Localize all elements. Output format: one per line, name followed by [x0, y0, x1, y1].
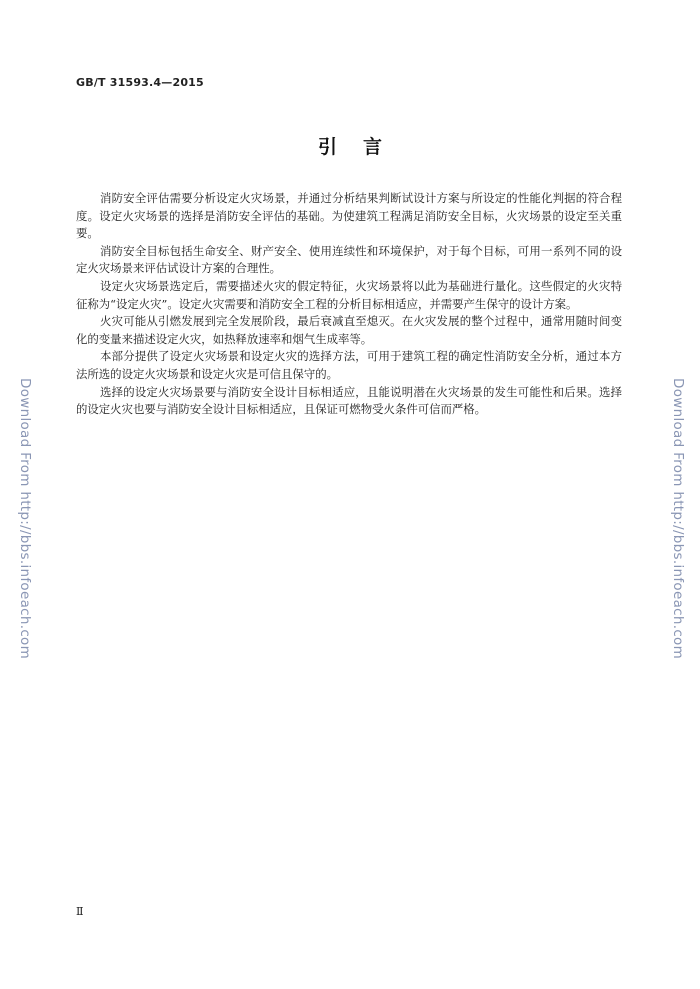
paragraph-6: 选择的设定火灾场景要与消防安全设计目标相适应，且能说明潜在火灾场景的发生可能性和后果。选择的设定火灾也要与消防安全设计目标相适应，且保证可燃物受火条件可信而严格。 — [76, 384, 622, 417]
paragraph-3: 设定火灾场景选定后，需要描述火灾的假定特征，火灾场景将以此为基础进行量化。这些假定的火灾特征称为“设定火灾”。设定火灾需要和消防安全工程的分析目标相适应，并需要产生保守的设计方案。 — [76, 278, 622, 311]
paragraph-5: 本部分提供了设定火灾场景和设定火灾的选择方法，可用于建筑工程的确定性消防安全分析，通过本方法所选的设定火灾场景和设定火灾是可信且保守的。 — [76, 349, 622, 381]
standard-code: GB/T 31593.4—2015 — [76, 76, 204, 89]
paragraph-4: 火灾可能从引燃发展到完全发展阶段，最后衰减直至熄灭。在火灾发展的整个过程中，通常用随时间变化的变量来描述设定火灾，如热释放速率和烟气生成率等。 — [76, 314, 622, 346]
watermark-right: Download From http://bbs.infoeach.com — [670, 378, 686, 660]
paragraph-2: 消防安全目标包括生命安全、财产安全、使用连续性和环境保护，对于每个目标，可用一系列不同的设定火灾场景来评估试设计方案的合理性。 — [76, 243, 622, 276]
watermark-left: Download From http://bbs.infoeach.com — [17, 378, 33, 660]
introduction-body — [76, 190, 622, 419]
page-title: 引言 — [317, 136, 408, 158]
paragraph-1: 消防安全评估需要分析设定火灾场景，并通过分析结果判断试设计方案与所设定的性能化判据的符合程度。设定火灾场景的选择是消防安全评估的基础。为使建筑工程满足消防安全目标，火灾场景的设定至关重要。 — [76, 191, 622, 241]
page-number: Ⅱ — [76, 905, 84, 918]
